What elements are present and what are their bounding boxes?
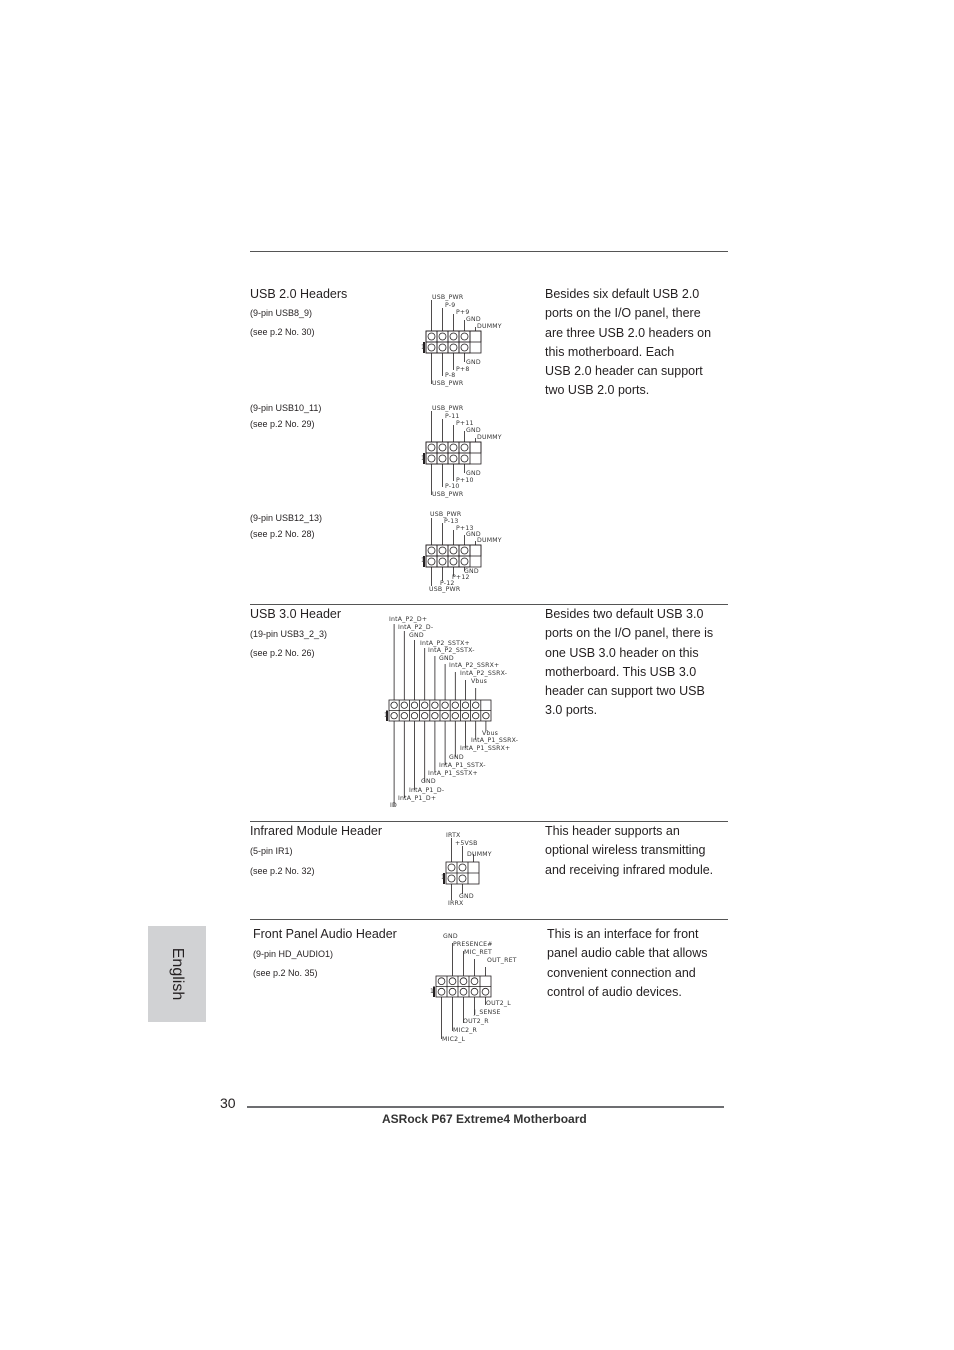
ir-desc-line: optional wireless transmitting (545, 843, 706, 858)
pin-label: USB_PWR (432, 491, 464, 498)
audio-desc-line: control of audio devices. (547, 984, 682, 999)
pin-label: GND (449, 754, 464, 761)
pin-one-marker: 1 (441, 874, 446, 881)
pin-label: P+10 (456, 477, 474, 484)
audio-section-rule (250, 919, 728, 920)
audio-desc-line: This is an interface for front (547, 927, 699, 941)
pin-one-marker: 1 (384, 712, 389, 719)
language-tab (148, 926, 206, 1022)
pin-label: PRESENCE# (453, 941, 493, 948)
pin-one-marker: 1 (430, 988, 435, 995)
pin-label: USB_PWR (432, 380, 464, 387)
usb2-desc-line: this motherboard. Each (545, 344, 675, 359)
top-rule (250, 251, 728, 252)
pin-label: OUT_RET (487, 957, 517, 964)
usb2-header-1-name: (9-pin USB8_9) (250, 308, 313, 318)
pin-label: GND (466, 470, 481, 477)
ir-title: Infrared Module Header (250, 824, 383, 838)
usb2-desc-line: are three USB 2.0 headers on (545, 325, 712, 340)
footer-title: ASRock P67 Extreme4 Motherboard (382, 1112, 587, 1126)
pin-label: MIC_RET (464, 949, 492, 956)
usb2-desc-line: USB 2.0 header can support (545, 364, 703, 379)
pin-label: Vbus (471, 678, 488, 685)
ir-description (545, 822, 713, 880)
pin-label: GND (464, 568, 479, 575)
pin-one-marker: 1 (421, 344, 426, 351)
usb2-desc-line: Besides six default USB 2.0 (545, 287, 700, 301)
pin-label: IntA_P2_SSRX+ (449, 662, 500, 669)
pin-label: IntA_P2_SSRX- (460, 670, 508, 677)
usb3-desc-line: header can support two USB (545, 684, 705, 699)
pin-label: IntA_P2_D- (398, 624, 434, 631)
pin-label: IntA_P2_D+ (389, 616, 428, 623)
pin-label: IRRX (448, 900, 464, 907)
pin-label: OUT2_R (463, 1018, 489, 1025)
pin-label: Vbus (482, 730, 499, 737)
pin-label: USB_PWR (429, 586, 461, 593)
usb2-header-3-pins (420, 514, 490, 594)
pin-label: IntA_P1_D+ (398, 795, 437, 802)
pin-label: OUT2_L (486, 1000, 511, 1007)
pin-label: IntA_P1_SSTX+ (428, 770, 478, 777)
footer-rule (247, 1106, 724, 1108)
audio-title: Front Panel Audio Header (253, 927, 397, 941)
pin-label: GND (466, 531, 481, 538)
pin-label: IRTX (446, 832, 461, 839)
pin-label: P-11 (445, 413, 460, 420)
pin-label: GND (439, 655, 454, 662)
audio-header-name: (9-pin HD_AUDIO1) (253, 949, 334, 959)
usb2-header-2-ref: (see p.2 No. 29) (250, 419, 315, 429)
audio-desc-line: panel audio cable that allows (547, 946, 708, 961)
pin-label: P+13 (456, 525, 474, 532)
pin-label: IntA_P1_SSTX- (439, 762, 486, 769)
pin-label: P+11 (456, 420, 474, 427)
pin-label: P-10 (445, 483, 460, 490)
pin-label: GND (443, 933, 458, 940)
usb2-desc-line: ports on the I/O panel, there (545, 306, 701, 321)
pin-label: GND (466, 316, 481, 323)
pin-label: USB_PWR (430, 511, 462, 518)
pin-label: IntA_P1_SSRX- (471, 737, 519, 744)
ir-header-ref: (see p.2 No. 32) (250, 866, 315, 876)
pin-one-marker: 1 (421, 455, 426, 462)
pin-label: P+12 (452, 574, 470, 581)
pin-label: P-12 (440, 580, 455, 587)
usb2-title: USB 2.0 Headers (250, 287, 348, 301)
usb3-desc-line: one USB 3.0 header on this (545, 645, 699, 660)
pin-label: GND (466, 427, 481, 434)
ir-header-name: (5-pin IR1) (250, 846, 293, 856)
ir-desc-line: This header supports an (545, 824, 680, 838)
pin-label: GND (421, 778, 436, 785)
usb3-title: USB 3.0 Header (250, 607, 342, 621)
usb2-header-3-name: (9-pin USB12_13) (250, 513, 323, 523)
pin-label: +5VSB (455, 840, 478, 847)
pin-label: IntA_P2_SSTX+ (420, 640, 470, 647)
usb2-description (545, 285, 711, 401)
usb2-header-1-ref: (see p.2 No. 30) (250, 327, 315, 337)
audio-header-ref: (see p.2 No. 35) (253, 968, 318, 978)
usb2-header-3-ref: (see p.2 No. 28) (250, 529, 315, 539)
pin-label: P-9 (445, 302, 456, 309)
pin-label: P+8 (456, 366, 470, 373)
pin-label: DUMMY (467, 851, 492, 858)
pin-label: USB_PWR (432, 405, 464, 412)
page-number: 30 (220, 1095, 236, 1111)
pin-one-marker: 1 (421, 557, 426, 564)
pin-label: IntA_P1_D- (409, 787, 445, 794)
pin-label: P-13 (444, 518, 459, 525)
usb3-header-ref: (see p.2 No. 26) (250, 648, 315, 658)
pin-label: IntA_P1_SSRX+ (460, 745, 511, 752)
pin-label: GND (466, 359, 481, 366)
usb2-header-2-name: (9-pin USB10_11) (250, 403, 322, 413)
pin-label: MIC2_L (442, 1036, 466, 1043)
audio-description (547, 925, 708, 1002)
pin-label: ID (390, 802, 397, 809)
usb2-desc-line: two USB 2.0 ports. (545, 383, 650, 398)
usb3-desc-line: ports on the I/O panel, there is (545, 626, 714, 641)
usb3-header-name: (19-pin USB3_2_3) (250, 629, 328, 639)
pin-label: DUMMY (477, 537, 502, 544)
usb3-desc-line: motherboard. This USB 3.0 (545, 664, 697, 679)
audio-mic2-r-label: MIC2_R (453, 1027, 478, 1034)
usb3-description (545, 605, 713, 721)
usb3-desc-line: Besides two default USB 3.0 (545, 607, 704, 621)
pin-label: GND (459, 893, 474, 900)
ir-desc-line: and receiving infrared module. (545, 862, 714, 877)
pin-label: IntA_P2_SSTX- (428, 647, 475, 654)
usb3-desc-line: 3.0 ports. (545, 703, 598, 718)
audio-desc-line: convenient connection and (547, 965, 696, 980)
language-tab-label: English (169, 947, 186, 1001)
pin-label: DUMMY (477, 434, 502, 441)
pin-label: DUMMY (477, 323, 502, 330)
pin-label: J_SENSE (474, 1009, 501, 1016)
pin-label: P-8 (445, 372, 456, 379)
pin-label: P+9 (456, 309, 470, 316)
pin-label: USB_PWR (432, 294, 464, 301)
pin-label: GND (409, 632, 424, 639)
